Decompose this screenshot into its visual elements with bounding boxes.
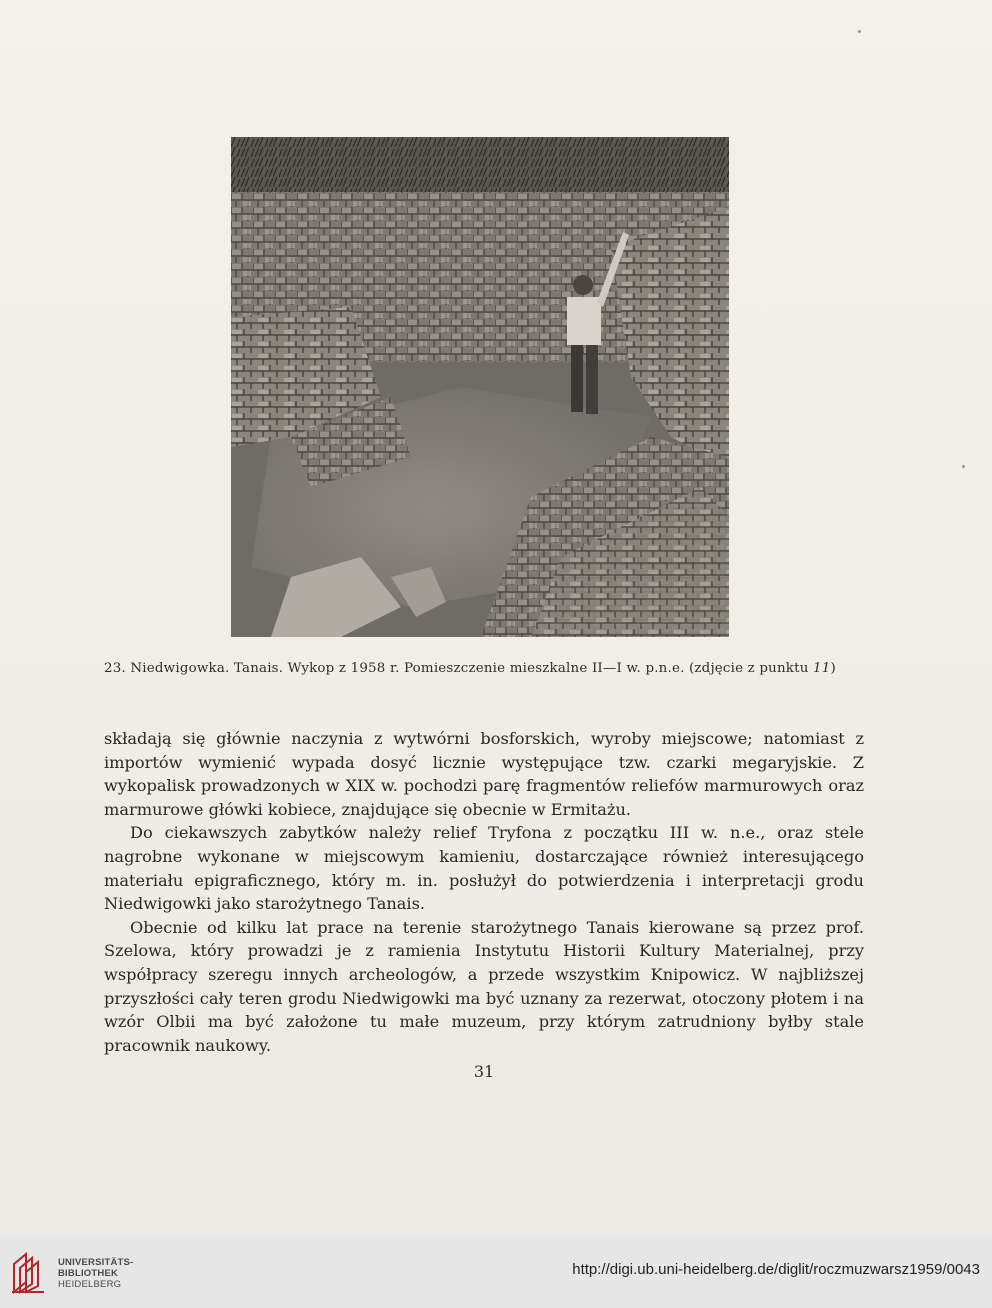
excavation-photograph: [231, 137, 729, 637]
figure-number: 23.: [104, 661, 126, 676]
figure-caption: [104, 661, 864, 676]
caption-text: Niedwigowka. Tanais. Wykop z 1958 r. Pomieszczenie mieszkalne II—I w. p.n.e. (zdjęcie z punktu: [130, 661, 809, 676]
source-url-link[interactable]: http://digi.ub.uni-heidelberg.de/diglit/roczmuzwarsz1959/0043: [572, 1261, 980, 1278]
footer-bar: [0, 1236, 992, 1308]
paragraph-3: Obecnie od kilku lat prace na terenie starożytnego Tanais kierowane są przez prof. Szelowa, który prowadzi je z ramienia Instytutu Historii Kultury Materialnej, przy współpracy szeregu innych archeologów, a przede wszystkim Knipowicz. W najbliższej przyszłości cały teren grodu Niedwigowki ma być uznany za rezerwat, otoczony płotem i na wzór Olbii ma być założone tu małe muzeum, przy którym zatrudniony byłby stale pracownik naukowy.: [104, 917, 864, 1055]
paper-speck: [858, 30, 861, 33]
excavation-photo-image: [231, 137, 729, 637]
library-line-1: UNIVERSITÄTS-: [58, 1257, 134, 1268]
page-number: 31: [473, 1062, 495, 1081]
library-name: [58, 1257, 133, 1290]
body-text: [104, 727, 864, 1057]
paper-speck: [962, 465, 965, 468]
paragraph-2: Do ciekawszych zabytków należy relief Tryfona z początku III w. n.e., oraz stele nagrobne wykonane w miejscowym kamieniu, dostarczające również interesującego materiału epigraficznego, który m. in. posłużył do potwierdzenia i interpretacji grodu Niedwigowki jako starożytnego Tanais.: [104, 823, 864, 914]
caption-close: ): [830, 661, 836, 676]
library-line-2: BIBLIOTHEK: [58, 1268, 119, 1279]
library-logo-icon: [10, 1250, 50, 1294]
library-logo[interactable]: [10, 1250, 150, 1298]
paragraph-1: składają się głównie naczynia z wytwórni bosforskich, wyroby miejscowe; natomiast z importów wymienić wypada dosyć licznie występujące tzw. czarki megaryjskie. Z wykopalisk prowadzonych w XIX w. pochodzi parę fragmentów reliefów marmurowych oraz marmurowe główki kobiece, znajdujące się obecnie w Ermitażu.: [104, 729, 864, 819]
library-line-3: HEIDELBERG: [58, 1279, 122, 1290]
caption-reference: 11: [813, 661, 831, 676]
